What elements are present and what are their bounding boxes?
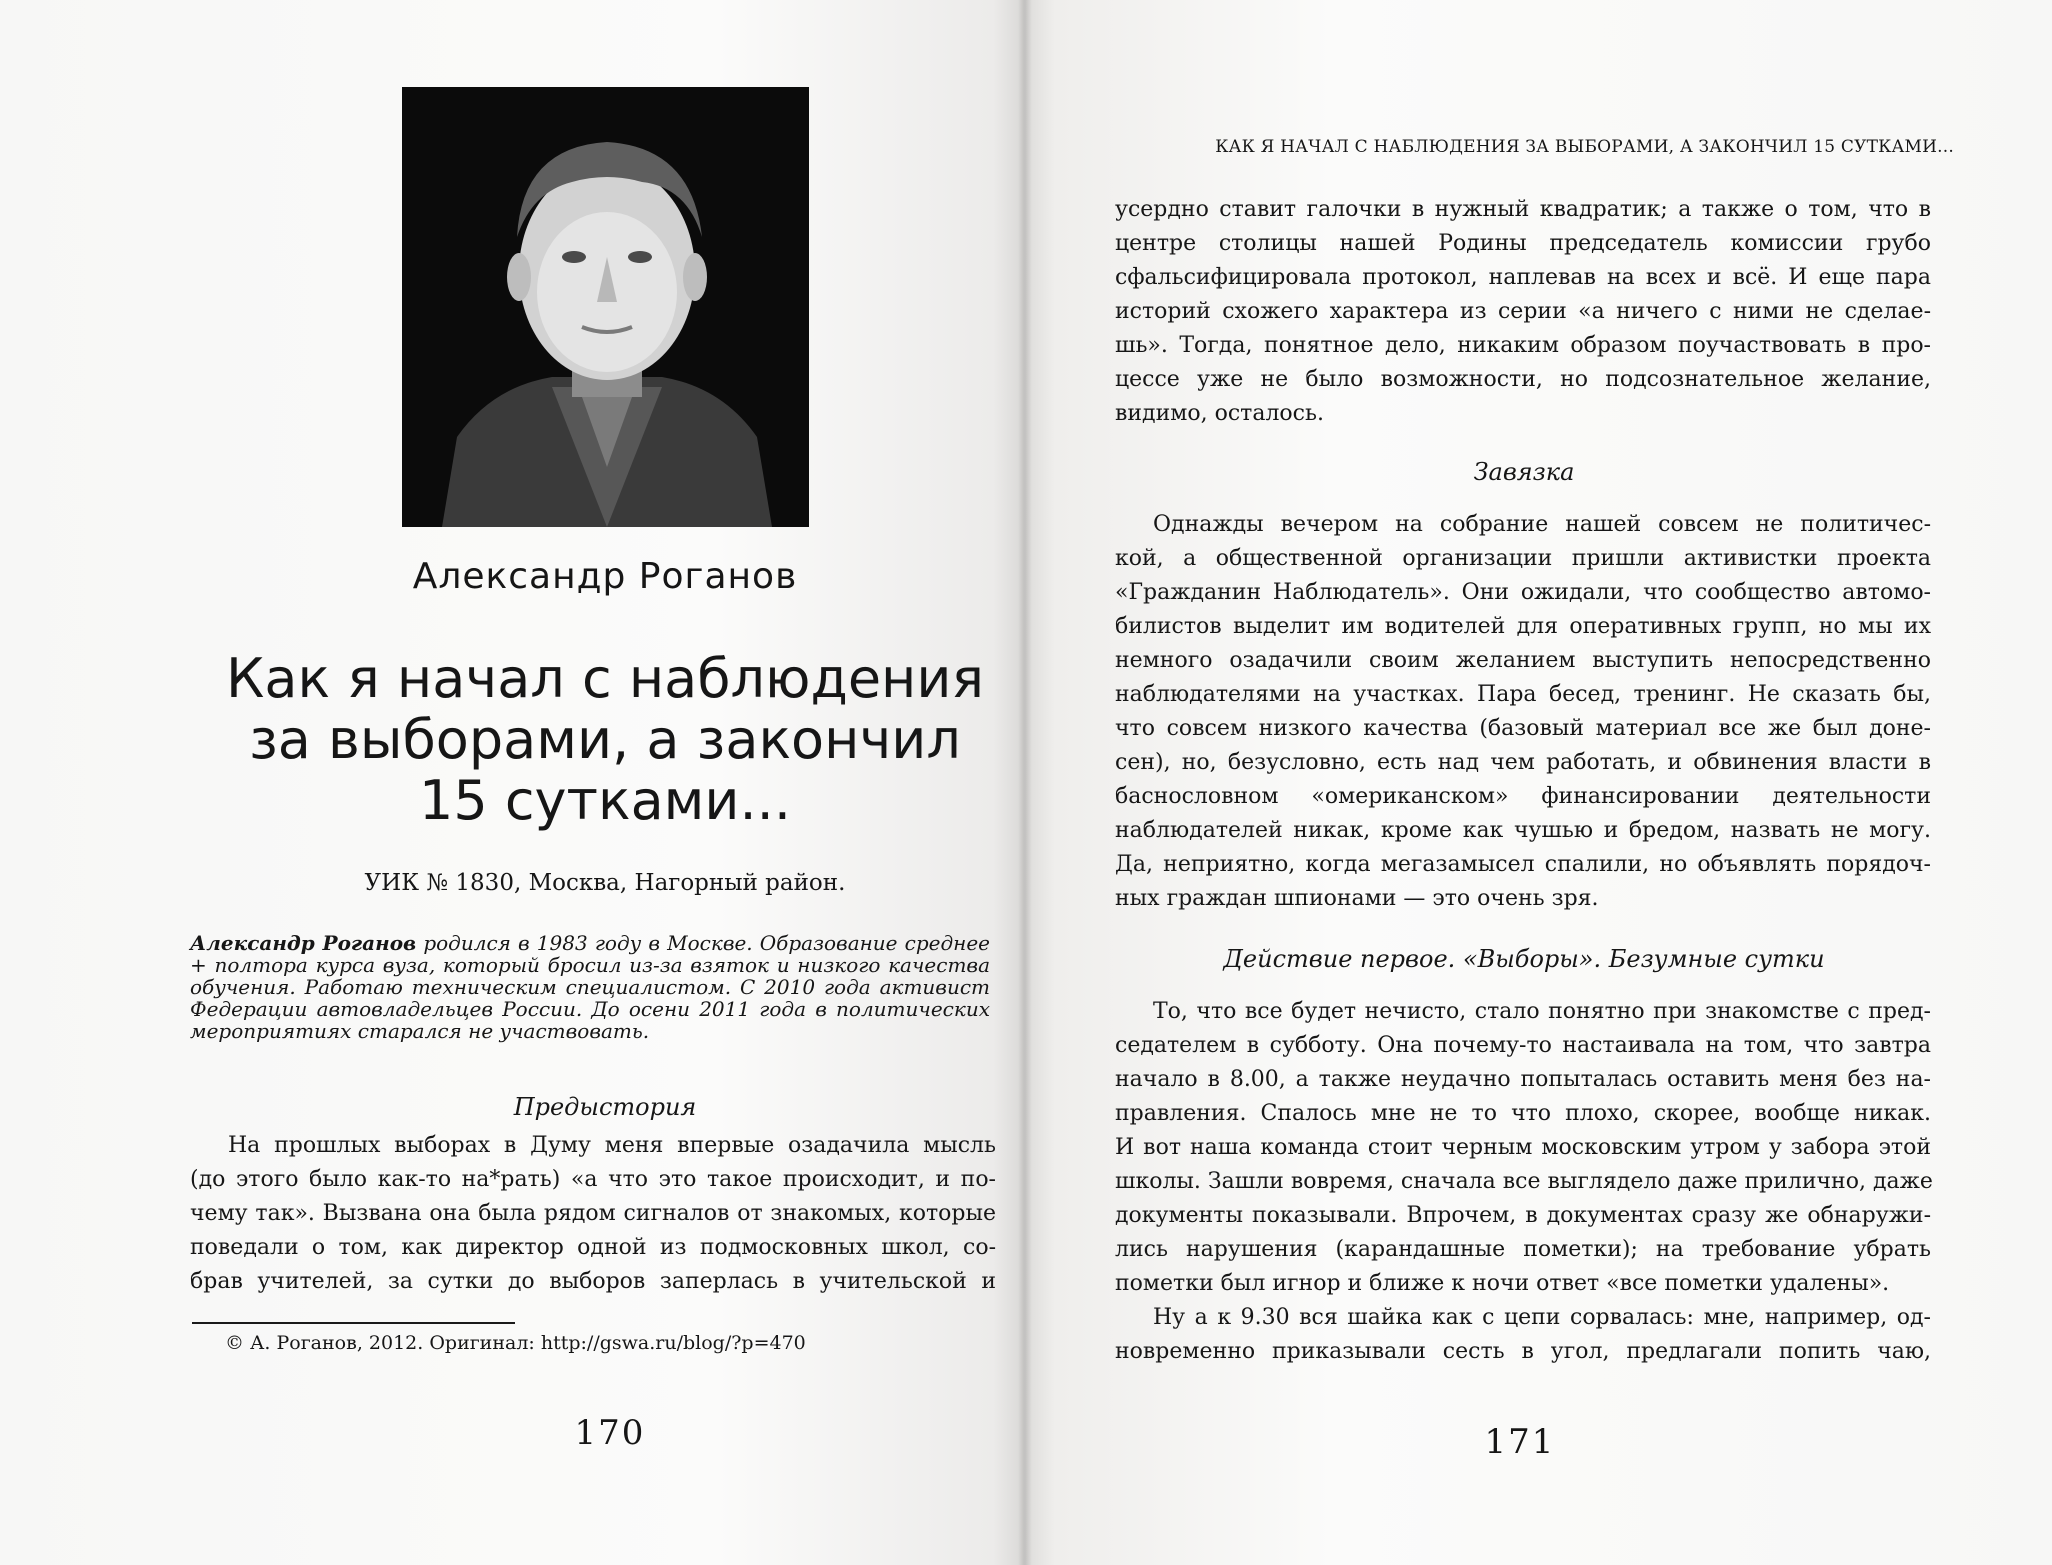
- footnote-divider: [192, 1322, 515, 1324]
- section-heading-zavyazka: Завязка: [1473, 458, 1575, 486]
- chapter-title-line: за выборами, а закончил: [249, 708, 961, 771]
- text-line: что совсем низкого качества (базовый материал все же был донe-: [1115, 716, 1931, 741]
- text-line: И вот наша команда стоит черным московским утром у забора этой: [1115, 1135, 1931, 1160]
- chapter-title: [200, 648, 1010, 831]
- text-line: видимо, осталось.: [1115, 401, 1324, 426]
- text-line: Да, неприятно, когда мегазамысел спалили, но объявлять порядоч-: [1115, 852, 1931, 877]
- text-line: новременно приказывали сесть в угол, предлагали попить чаю,: [1115, 1339, 1931, 1364]
- text-line: кой, а общественной организации пришли активистки проекта: [1115, 546, 1931, 571]
- text-line: лись нарушения (карандашные пометки); на требование убрать: [1115, 1237, 1931, 1262]
- chapter-title-line: Как я начал с наблюдения: [226, 647, 984, 710]
- text-line: правления. Спалось мне не то что плохо, скорее, вообще никак.: [1115, 1101, 1931, 1126]
- bio-text: родился в 1983 году в Москве. Образование среднее + полтора курса вуза, который бросил из-за взяток и низкого качества обучения. Работаю техническим специалистом. С 2010 года активист Федерации автовладельцев России. До осени 2011 года в политических мероприятиях старался не участвовать.: [190, 931, 991, 1043]
- text-line: сфальсифицировала протокол, наплевав на всех и всё. И еще пара: [1115, 265, 1931, 290]
- text-line: седателем в субботу. Она почему-то настаивала на том, что завтра: [1115, 1033, 1931, 1058]
- text-line: баснословном «омериканском» финансировании деятельности: [1115, 784, 1931, 809]
- section-heading-action-one: Действие первое. «Выборы». Безумные сутки: [1223, 945, 1825, 973]
- left-page: [0, 0, 1024, 1565]
- body-paragraph-continued: [1115, 193, 1931, 431]
- author-bio: [190, 932, 990, 1042]
- text-line: поведали о том, как директор одной из подмосковных школ, со-: [190, 1235, 996, 1260]
- text-line: ных граждан шпионами — это очень зря.: [1115, 886, 1599, 911]
- text-line: пометки был игнор и ближе к ночи ответ «все пометки удалены».: [1115, 1271, 1890, 1296]
- copyright-footnote: © А. Роганов, 2012. Оригинал: http://gswa.ru/blog/?p=470: [225, 1332, 806, 1354]
- text-line: усердно ставит галочки в нужный квадратик; а также о том, что в: [1115, 197, 1931, 222]
- text-line: начало в 8.00, а также неудачно попыталась оставить меня без на-: [1115, 1067, 1931, 1092]
- section-heading-prehistory: Предыстория: [513, 1093, 697, 1121]
- text-line: школы. Зашли вовремя, сначала все выглядело даже прилично, даже: [1115, 1169, 1933, 1194]
- text-line: историй схожего характера из серии «а ничего с ними не сделае-: [1115, 299, 1931, 324]
- page-number-right: 171: [1484, 1422, 1556, 1462]
- author-photo: [402, 87, 809, 527]
- right-page: [1024, 0, 2052, 1565]
- text-line: То, что все будет нечисто, стало понятно при знакомстве с пред-: [1153, 999, 1931, 1024]
- text-line: Однажды вечером на собрание нашей совсем не политичес-: [1153, 512, 1931, 537]
- body-paragraph: [1115, 995, 1931, 1369]
- page-number-left: 170: [574, 1413, 646, 1453]
- running-head: КАК Я НАЧАЛ С НАБЛЮДЕНИЯ ЗА ВЫБОРАМИ, А ЗАКОНЧИЛ 15 СУТКАМИ...: [1215, 137, 1954, 157]
- polling-station-location: УИК № 1830, Москва, Нагорный район.: [364, 870, 846, 896]
- bio-author-name: Александр Роганов: [190, 931, 417, 955]
- text-line: центре столицы нашей Родины председатель комиссии грубо: [1115, 231, 1931, 256]
- text-line: наблюдателями на участках. Пара бесед, тренинг. Не сказать бы,: [1115, 682, 1931, 707]
- text-line: цессе уже не было возможности, но подсознательное желание,: [1115, 367, 1931, 392]
- text-line: брав учителей, за сутки до выборов заперлась в учительской и: [190, 1269, 996, 1294]
- text-line: немного озадачили своим желанием выступить непосредственно: [1115, 648, 1931, 673]
- text-line: Ну а к 9.30 вся шайка как с цепи сорвалась: мне, например, од-: [1153, 1305, 1931, 1330]
- chapter-title-line: 15 сутками...: [418, 769, 791, 832]
- text-line: сен), но, безусловно, есть над чем работать, и обвинения власти в: [1115, 750, 1931, 775]
- book-gutter: [1018, 0, 1032, 1565]
- text-line: наблюдателей никак, кроме как чушью и бредом, назвать не могу.: [1115, 818, 1931, 843]
- text-line: шь». Тогда, понятное дело, никаким образом поучаствовать в про-: [1115, 333, 1931, 358]
- body-paragraph: [1115, 508, 1931, 916]
- text-line: На прошлых выборах в Думу меня впервые озадачила мысль: [228, 1133, 996, 1158]
- author-portrait-image: [402, 87, 809, 527]
- text-line: билистов выделит им водителей для оперативных групп, но мы их: [1115, 614, 1931, 639]
- author-name: Александр Роганов: [412, 556, 798, 597]
- text-line: чему так». Вызвана она была рядом сигналов от знакомых, которые: [190, 1201, 996, 1226]
- body-paragraph: [190, 1129, 996, 1299]
- text-line: «Гражданин Наблюдатель». Они ожидали, что сообщество автомо-: [1115, 580, 1931, 605]
- text-line: (до этого было как-то на*рать) «а что это такое происходит, и по-: [190, 1167, 996, 1192]
- text-line: документы показывали. Впрочем, в документах сразу же обнаружи-: [1115, 1203, 1931, 1228]
